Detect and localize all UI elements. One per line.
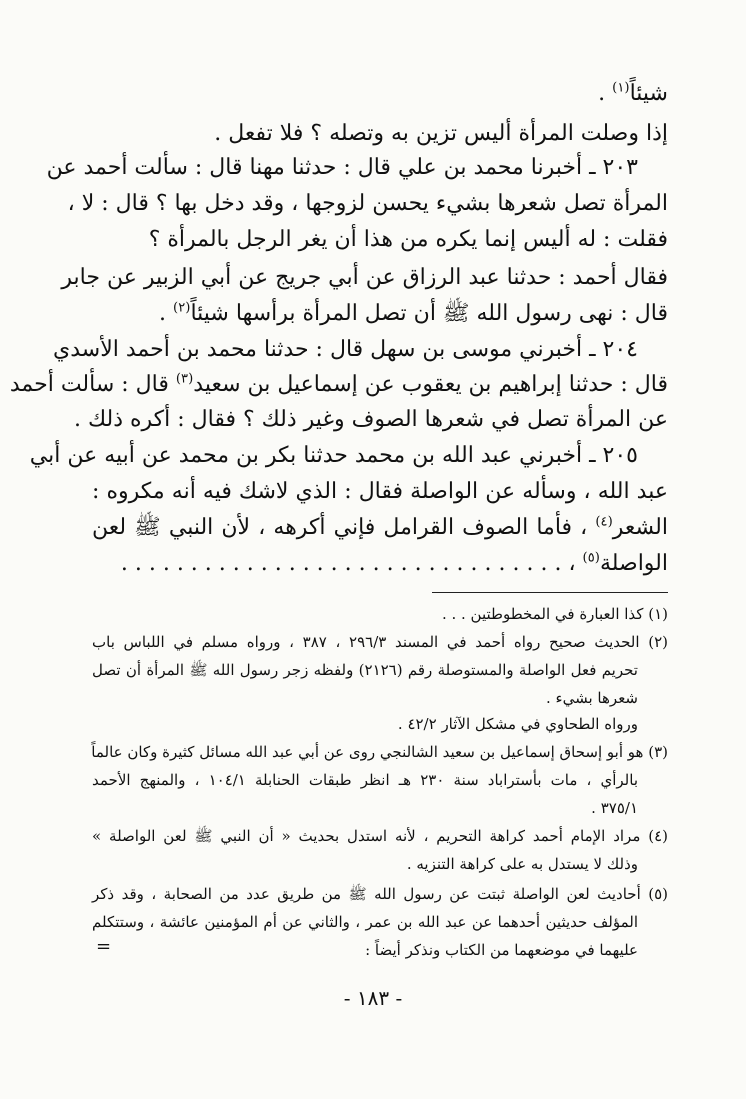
footnote-line: بالرأي ، مات بأستراباد سنة ٢٣٠ هـ انظر طبقات الحنابلة ١٠٤/١ ، والمنهج الأحمد [92,771,638,789]
main-text-line: ٢٠٤ ـ أخبرني موسى بن سهل قال : حدثنا محمد بن أحمد الأسدي [53,337,638,362]
footnote-ref[interactable]: (١) [612,80,630,96]
footnote-ref[interactable]: (٤) [595,514,613,530]
continuation-mark: = [96,936,112,957]
main-text-line: إذا وصلت المرأة أليس تزين به وتصله ؟ فلا تفعل . [214,121,668,146]
main-text-line: فقال أحمد : حدثنا عبد الرزاق عن أبي جريج عن أبي الزبير عن جابر [61,265,668,290]
footnote-ref[interactable]: (٢) [173,300,191,316]
footnote-ref[interactable]: (٣) [175,371,194,387]
footnote-line: (٣) هو أبو إسحاق إسماعيل بن سعيد الشالنجي روى عن أبي عبد الله مسائل كثيرة وكان عالماً [91,743,668,761]
footnote-line: (١) كذا العبارة في المخطوطتين . . . [441,605,668,623]
main-text-line: ٢٠٣ ـ أخبرنا محمد بن علي قال : حدثنا مهنا قال : سألت أحمد عن [46,155,638,180]
main-text-line: الواصلة$^{(٥)}$ ، . . . . . . . . . . . . . . . . . . . . . . . . . . . . . . . . [120,550,668,576]
main-text-line: قال : نهى رسول الله ﷺ أن تصل المرأة برأسها شيئاً$^{(٢)}$ . [159,300,668,326]
footnote-line: (٥) أحاديث لعن الواصلة ثبتت عن رسول الله ﷺ من طريق عدد من الصحابة ، وقد ذكر [92,885,668,903]
footnote-line: عليهما في موضعهما من الكتاب ونذكر أيضاً : [365,941,638,959]
footnote-separator [432,592,668,593]
footnote-line: شعرها بشيء . [546,689,638,707]
footnote-line: ورواه الطحاوي في مشكل الآثار ٤٢/٢ . [397,715,638,733]
footnote-line: (٢) الحديث صحيح رواه أحمد في المسند ٢٩٦/٣ ، ٣٨٧ ، ورواه مسلم في اللباس باب [92,633,668,651]
main-text-line: ٢٠٥ ـ أخبرني عبد الله بن محمد حدثنا بكر بن محمد عن أبيه عن أبي [29,443,638,468]
main-text-line: عن المرأة تصل في شعرها الصوف وغير ذلك ؟ فقال : أكره ذلك . [73,407,668,432]
main-text-line: الشعر$^{(٤)}$ ، فأما الصوف القرامل فإني أكرهه ، لأن النبي ﷺ لعن [92,514,668,540]
page-number: - ١٨٣ - [343,986,403,1010]
main-text-line: فقلت : له أليس إنما يكره من هذا أن يغر الرجل بالمرأة ؟ [148,227,668,252]
footnote-line: وذلك لا يستدل به على كراهة التنزيه . [406,855,638,873]
main-text-line: عبد الله ، وسأله عن الواصلة فقال : الذي لاشك فيه أنه مكروه : [92,479,668,504]
footnote-line: ٣٧٥/١ . [591,799,638,817]
footnote-ref[interactable]: (٥) [582,550,600,566]
main-text-line: قال : حدثنا إبراهيم بن يعقوب عن إسماعيل بن سعيد$^{(٣)}$ قال : سألت أحمد [9,371,668,397]
main-text-line: شيئاً$^{(١)}$ . [598,80,668,106]
footnote-line: (٤) مراد الإمام أحمد كراهة التحريم ، لأنه استدل بحديث « أن النبي ﷺ لعن الواصلة » [92,827,668,845]
footnote-line: المؤلف حديثين أحدهما عن عبد الله بن عمر ، والثاني عن أم المؤمنين عائشة ، وستتكلم [92,913,638,931]
main-text-line: المرأة تصل شعرها بشيء يحسن لزوجها ، وقد دخل بها ؟ قال : لا ، [67,191,668,216]
footnote-line: تحريم فعل الواصلة والمستوصلة رقم (٢١٢٦) ولفظه زجر رسول الله ﷺ المرأة أن تصل [92,661,638,679]
